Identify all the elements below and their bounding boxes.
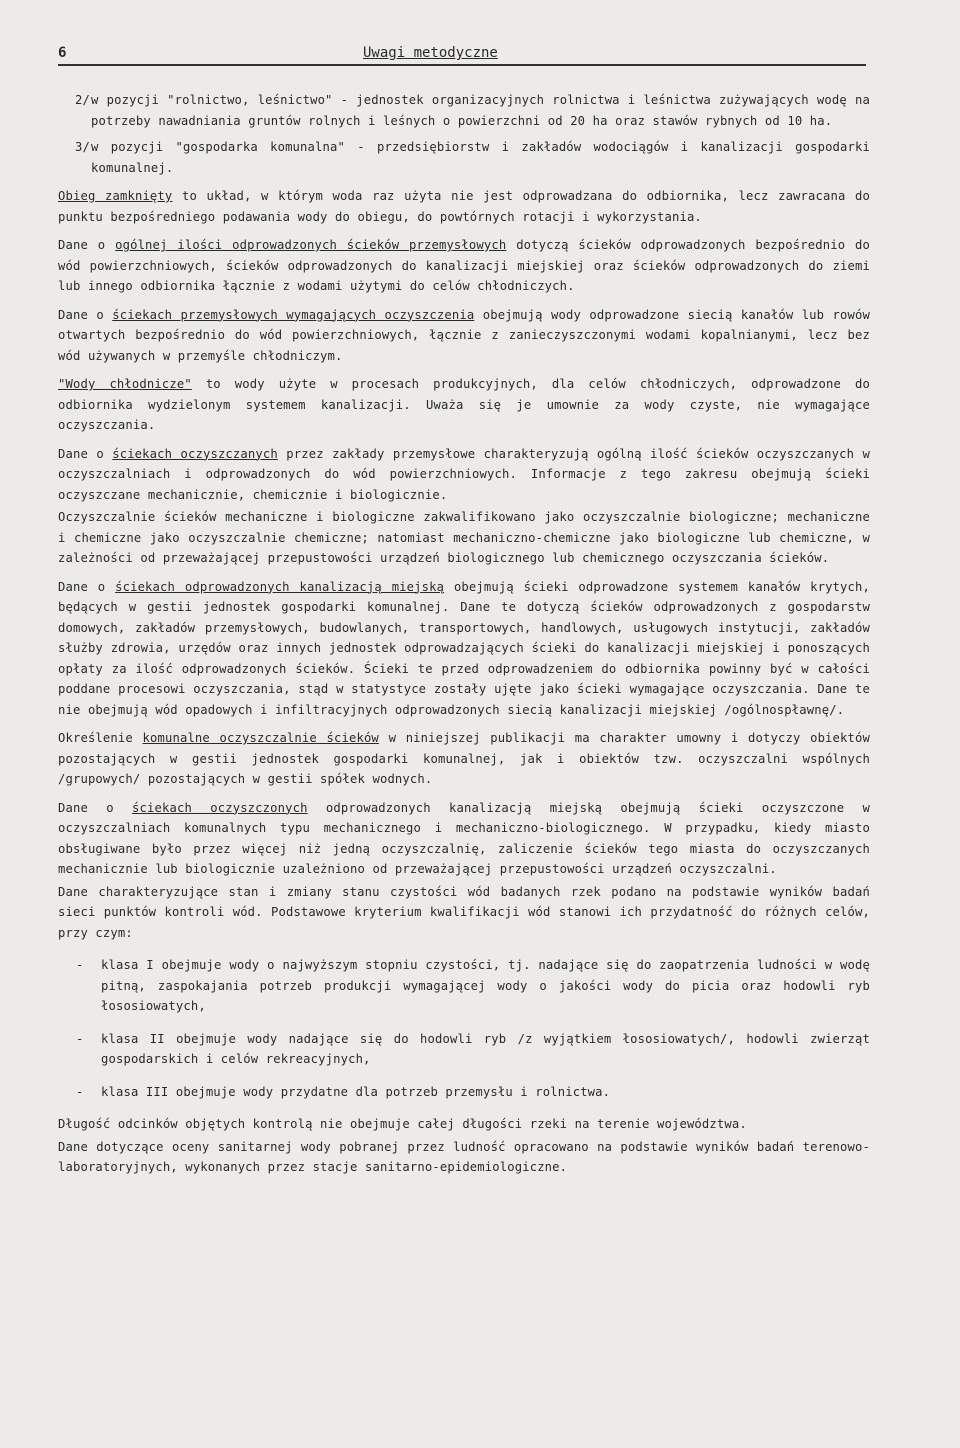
paragraph-sanitary-assessment: [58, 1137, 870, 1178]
item-number: 2/: [75, 93, 90, 107]
paragraph-text: Dane o: [58, 579, 116, 594]
page-header: [58, 45, 866, 67]
paragraph-text: Dane o: [58, 238, 116, 252]
defined-term: ściekach oczyszczanych: [112, 446, 278, 461]
header-rule: [58, 64, 866, 66]
defined-term: komunalne oczyszczalnie ścieków: [142, 731, 379, 745]
paragraph-text: Dane charakteryzujące stan i zmiany stanu czystości wód badanych rzek podano na podstawie wyników badań sieci punktów kontroli wód. Podstawowe kryterium kwalifikacji wód stanowi ich przydatność do różnych celów, przy czym:: [58, 884, 870, 940]
body-text: [58, 90, 870, 1186]
paragraph-text: Dane o: [58, 446, 113, 461]
paragraph-text: to układ, w którym woda raz użyta nie jest odprowadzana do odbiornika, lecz zawracana do punktu bezpośredniego podawania wody do obiegu, do powtórnych rotacji i wykorzystania.: [58, 189, 871, 224]
bullet-class-3: [68, 1082, 870, 1103]
defined-term: Obieg zamknięty: [58, 189, 173, 203]
bullet-dash: -: [76, 1031, 84, 1046]
list-item-2: [58, 90, 870, 131]
defined-term: ściekach odprowadzonych kanalizacją miejską: [115, 579, 445, 594]
paragraph-cooling-water: [58, 374, 870, 436]
paragraph-text: w niniejszej publikacji ma charakter umowny i dotyczy obiektów pozostających w gestii jednostek gospodarki komunalnej, jak i obiektów tzw. oczyszczalni wspólnych /grupowych/ pozostających w gestii spółek wodnych.: [58, 731, 870, 786]
bullet-class-1: [68, 955, 870, 1017]
bullet-text: klasa III obejmuje wody przydatne dla potrzeb przemysłu i rolnictwa.: [101, 1084, 611, 1099]
bullet-text: klasa I obejmuje wody o najwyższym stopniu czystości, tj. nadające się do zaopatrzenia ludności w wodę pitną, zaspokajania potrzeb produkcji wymagającej wody o jakości wody do picia oraz hodowli ryb łososiowatych,: [101, 958, 870, 1013]
paragraph-treated-wastewater: [58, 444, 870, 506]
paragraph-municipal-sewage: [58, 577, 870, 721]
paragraph-municipal-treatment-plants: [58, 728, 870, 790]
paragraph-river-length: [58, 1114, 870, 1135]
item-text: w pozycji "gospodarka komunalna" - przedsiębiorstw i zakładów wodociągów i kanalizacji gospodarki komunalnej.: [91, 140, 870, 175]
running-title: Uwagi metodyczne: [363, 45, 498, 61]
paragraph-text: Dane o: [58, 307, 113, 322]
defined-term: ściekach przemysłowych wymagających oczyszczenia: [112, 307, 475, 322]
paragraph-text: Określenie: [58, 731, 143, 745]
defined-term: "Wody chłodnicze": [58, 377, 192, 391]
defined-term: ściekach oczyszczonych: [132, 800, 308, 815]
item-number: 3/: [75, 140, 90, 154]
list-item-3: [58, 137, 870, 178]
bullet-dash: -: [76, 1084, 84, 1099]
page-number: 6: [58, 45, 67, 61]
paragraph-closed-circuit: [58, 186, 870, 227]
paragraph-text: Długość odcinków objętych kontrolą nie obejmuje całej długości rzeki na terenie województwa.: [58, 1117, 747, 1131]
item-text: w pozycji "rolnictwo, leśnictwo" - jednostek organizacyjnych rolnictwa i leśnictwa zużywających wodę na potrzeby nawadniania gruntów rolnych i leśnych o powierzchni od 20 ha oraz stawów rybnych od 10 ha.: [91, 93, 870, 128]
paragraph-text: obejmują wody odprowadzone siecią kanałów lub rowów otwartych bezpośrednio do wód powierzchniowych, łącznie z zanieczyszczonymi wodami kopalnianymi, lecz bez wód używanych w przemyśle chłodniczym.: [58, 307, 870, 363]
paragraph-wastewater-requiring-treatment: [58, 305, 870, 367]
paragraph-treated-sewage: [58, 798, 870, 880]
paragraph-industrial-wastewater-total: [58, 235, 870, 297]
defined-term: ogólnej ilości odprowadzonych ścieków przemysłowych: [115, 238, 507, 252]
bullet-text: klasa II obejmuje wody nadające się do hodowli ryb /z wyjątkiem łososiowatych/, hodowli zwierząt gospodarskich i celów rekreacyjnych,: [101, 1031, 870, 1066]
paragraph-text: obejmują ścieki odprowadzone systemem kanałów krytych, będących w gestii jednostek gospodarki komunalnej. Dane te dotyczą ścieków odprowadzonych z gospodarstw domowych, zakładów przemysłowych, budowlanych, transportowych, handlowych, usługowych instytucji, zakładów służby zdrowia, urzędów oraz innych jednostek odprowadzających ścieki do kanalizacji miejskiej i ponoszących opłaty za ilość odprowadzonych ścieków. Ścieki te przed odprowadzeniem do odbiornika powinny być w całości poddane procesowi oczyszczania, stąd w statystyce zostały ujęte jako ścieki wymagające oczyszczania. Dane te nie obejmują wód opadowych i infiltracyjnych odprowadzonych siecią kanalizacji miejskiej /ogólnospławnę/.: [58, 579, 870, 717]
paragraph-text: Dane o: [58, 800, 133, 815]
bullet-class-2: [68, 1029, 870, 1070]
paragraph-treatment-plant-classes: [58, 507, 870, 569]
paragraph-text: odprowadzonych kanalizacją miejską obejmują ścieki oczyszczone w oczyszczalniach komunalnych typu mechanicznego i mechaniczno-biologicznego. W przypadku, kiedy miasto obsługiwane było przez więcej niż jedną oczyszczalnię, zaliczenie ścieków tego miasta do oczyszczanych mechanicznie lub biologicznie uzależniono od przeważającej przepustowości urządzeń oczyszczalni.: [58, 800, 870, 876]
paragraph-text: Oczyszczalnie ścieków mechaniczne i biologiczne zakwalifikowano jako oczyszczalnie biologiczne; mechaniczne i chemiczne jako oczyszczalnie chemiczne; natomiast mechaniczno-chemiczne jako biologiczne lub chemiczne, w zależności od przeważającej przepustowości urządzeń biologicznego lub chemicznego oczyszczania ścieków.: [58, 510, 870, 565]
paragraph-text: przez zakłady przemysłowe charakteryzują ogólną ilość ścieków oczyszczanych w oczyszczalniach i odprowadzonych do wód powierzchniowych. Informacje z tego zakresu obejmują ścieki oczyszczane mechanicznie, chemicznie i biologicznie.: [58, 446, 870, 502]
paragraph-text: dotyczą ścieków odprowadzonych bezpośrednio do wód powierzchniowych, ścieków odprowadzonych do kanalizacji miejskiej oraz ścieków odprowadzonych do ziemi lub innego odbiornika łącznie z wodami użytymi do celów chłodniczych.: [58, 238, 870, 293]
paragraph-river-quality: [58, 882, 870, 944]
paragraph-text: to wody użyte w procesach produkcyjnych, dla celów chłodniczych, odprowadzone do odbiornika wydzielonym systemem kanalizacji. Uważa się je umownie za wody czyste, nie wymagające oczyszczania.: [58, 377, 870, 432]
paragraph-text: Dane dotyczące oceny sanitarnej wody pobranej przez ludność opracowano na podstawie wyników badań terenowo- laboratoryjnych, wykonanych przez stacje sanitarno-epidemiologiczne.: [58, 1139, 870, 1174]
bullet-dash: -: [76, 958, 84, 972]
